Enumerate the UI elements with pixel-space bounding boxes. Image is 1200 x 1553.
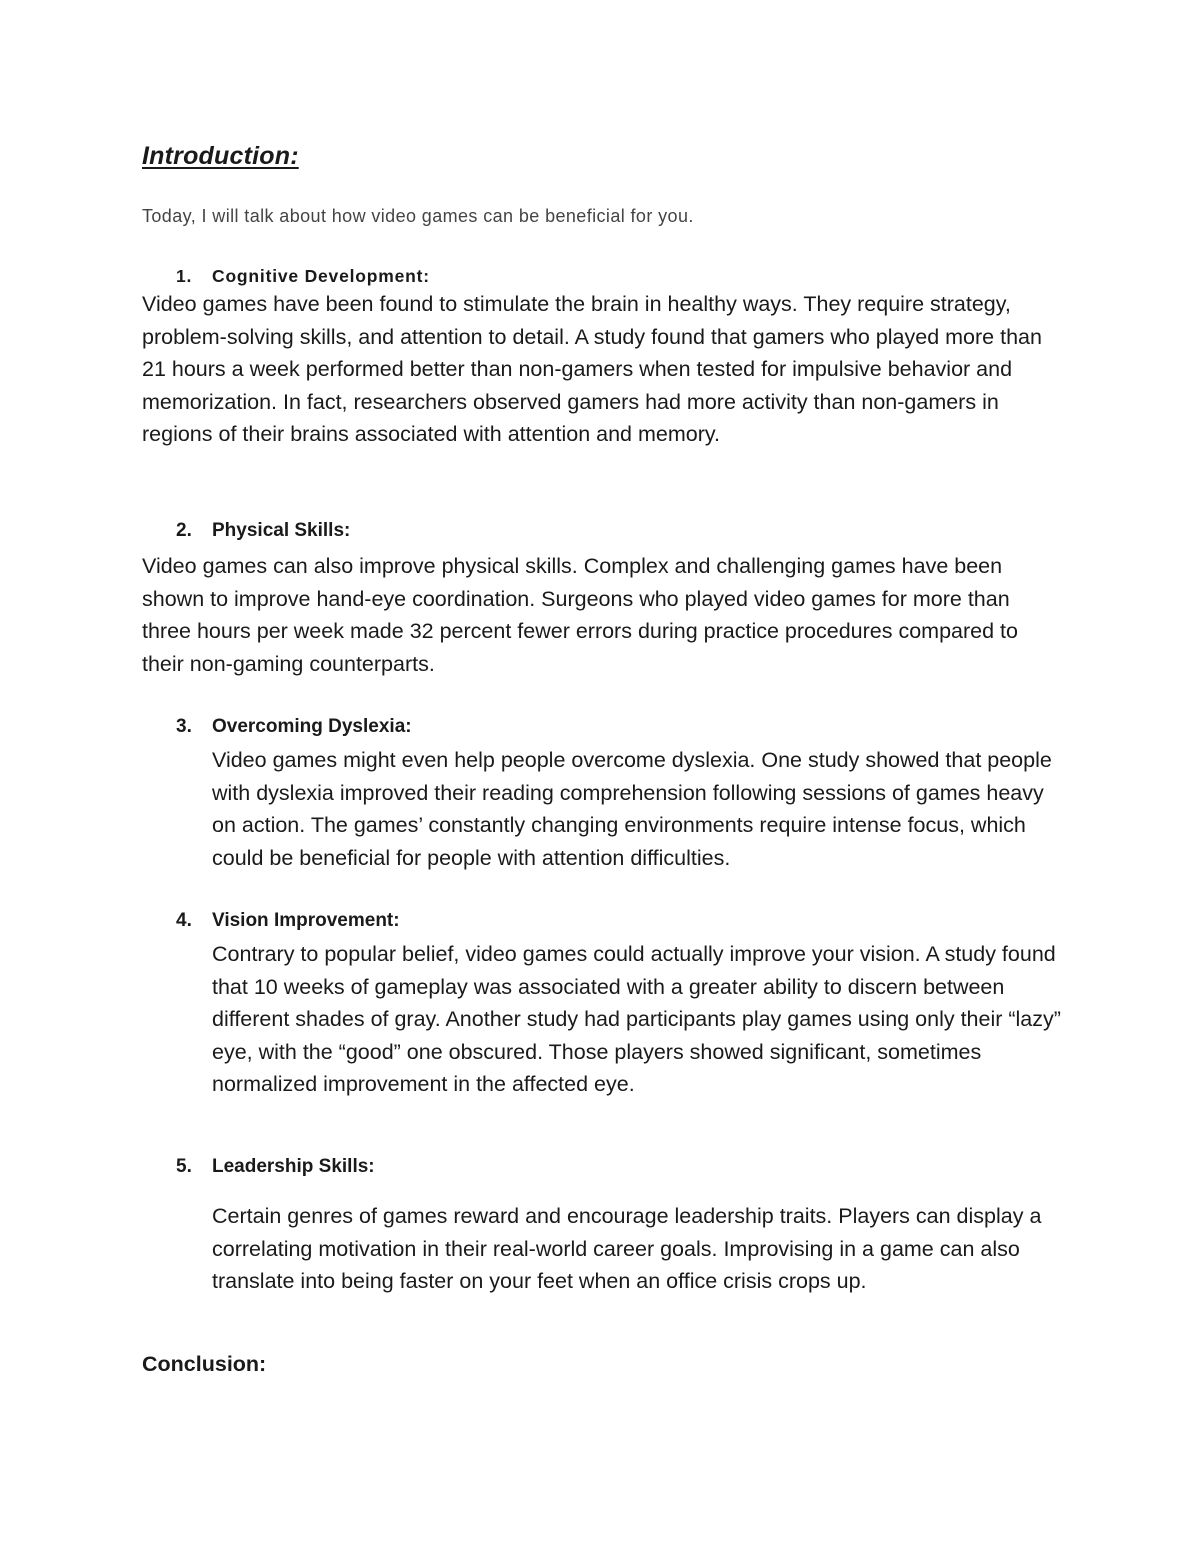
- section-heading-cognitive-development: [176, 266, 430, 287]
- section-body-cognitive-development: Video games have been found to stimulate the brain in healthy ways. They require strategy, problem-solving skills, and attention to detail. A study found that gamers who played more than 21 hours a week performed better than non-gamers when tested for impulsive behavior and memorization. In fact, researchers observed gamers had more activity than non-gamers in regions of their brains associated with attention and memory.: [142, 292, 1042, 446]
- introduction-heading: Introduction:: [142, 142, 299, 170]
- section-title: Vision Improvement:: [212, 910, 400, 931]
- section-body-vision-improvement: Contrary to popular belief, video games could actually improve your vision. A study found that 10 weeks of gameplay was associated with a greater ability to discern between different shades of gray. Another study had participants play games using only their “lazy” eye, with the “good” one obscured. Those players showed significant, sometimes normalized improvement in the affected eye.: [212, 942, 1061, 1096]
- section-number: 2.: [176, 520, 192, 541]
- section-title: Overcoming Dyslexia:: [212, 716, 412, 737]
- section-number: 4.: [176, 910, 192, 931]
- section-number: 1.: [176, 266, 193, 286]
- section-title: Cognitive Development:: [212, 266, 430, 286]
- section-body-leadership-skills: Certain genres of games reward and encourage leadership traits. Players can display a correlating motivation in their real-world career goals. Improvising in a game can also translate into being faster on your feet when an office crisis crops up.: [212, 1204, 1042, 1293]
- section-heading-overcoming-dyslexia: [176, 716, 412, 738]
- section-heading-vision-improvement: [176, 910, 400, 932]
- section-title: Leadership Skills:: [212, 1156, 375, 1177]
- section-heading-leadership-skills: [176, 1156, 375, 1178]
- section-number: 5.: [176, 1156, 192, 1177]
- section-number: 3.: [176, 716, 192, 737]
- conclusion-heading: Conclusion:: [142, 1352, 267, 1376]
- section-body-physical-skills: Video games can also improve physical skills. Complex and challenging games have been shown to improve hand-eye coordination. Surgeons who played video games for more than three hours per week made 32 percent fewer errors during practice procedures compared to their non-gaming counterparts.: [142, 554, 1018, 676]
- section-heading-physical-skills: [176, 520, 350, 542]
- introduction-text: Today, I will talk about how video games can be beneficial for you.: [142, 206, 694, 226]
- section-body-overcoming-dyslexia: Video games might even help people overcome dyslexia. One study showed that people with dyslexia improved their reading comprehension following sessions of games heavy on action. The games’ constantly changing environments require intense focus, which could be beneficial for people with attention difficulties.: [212, 748, 1052, 870]
- section-title: Physical Skills:: [212, 520, 351, 541]
